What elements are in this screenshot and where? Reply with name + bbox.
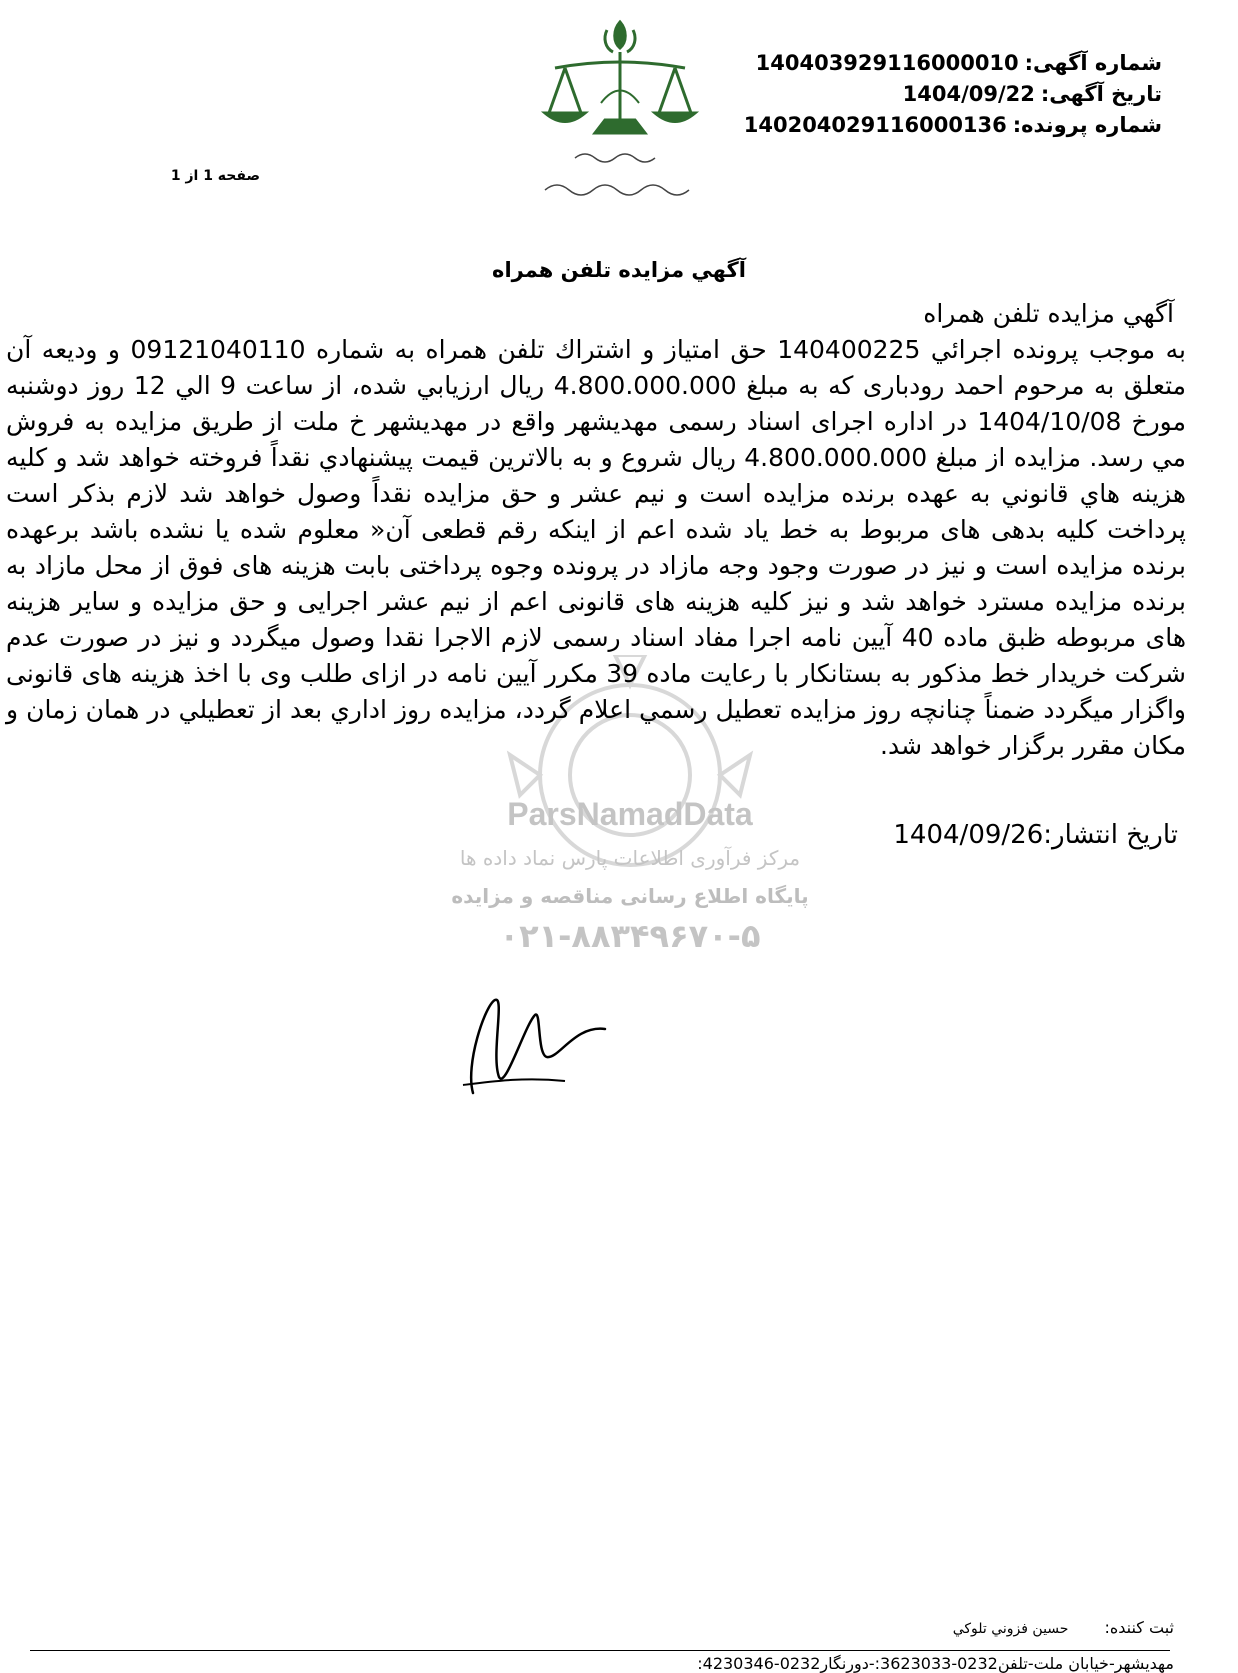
watermark-phone: ۰۲۱-۸۸۳۴۹۶۷۰-۵ bbox=[499, 917, 761, 955]
ad-subtitle: آگهي مزايده تلفن همراه bbox=[923, 299, 1174, 328]
file-number-row bbox=[742, 110, 1162, 141]
page-number: صفحه 1 از 1 bbox=[170, 168, 260, 184]
signature-icon bbox=[455, 985, 615, 1100]
ad-meta bbox=[742, 48, 1162, 141]
ad-number: 140403929116000010 bbox=[755, 51, 1019, 75]
ad-date-row bbox=[742, 79, 1162, 110]
file-number: 140204029116000136 bbox=[743, 113, 1007, 137]
ad-number-row bbox=[742, 48, 1162, 79]
ad-date-label: تاریخ آگهی: bbox=[1040, 82, 1162, 106]
watermark-brand: ParsNamadData bbox=[507, 796, 753, 832]
publish-date-row bbox=[893, 820, 1178, 850]
registrar-label: ثبت كننده: bbox=[1104, 1618, 1174, 1637]
ad-paragraph: به موجب پرونده اجرائي 140400225 حق امتياز و اشتراك تلفن همراه به شماره 09121040110 و وديعه آن متعلق به مرحوم احمد رودباری که به مبلغ 4.800.000.000 ريال ارزيابي شده، از ساعت 9 الي 12 روز دوشنبه مورخ 1404/10/08 در اداره اجرای اسناد رسمی مهدیشهر واقع در مهدیشهر خ ملت از طريق مزايده به فروش مي رسد. مزايده از مبلغ 4.800.000.000 ريال شروع و به بالاترين قيمت پيشنهادي نقداً فروخته خواهد شد و كليه هزينه هاي قانوني به عهده برنده مزايده است و نيم عشر و حق مزايده نقداً وصول خواهد شد لازم بذكر است پرداخت کلیه بدهی های مربوط به خط یاد شده اعم از اینکه رقم قطعی آن« معلوم شده یا نشده باشد برعهده برنده مزایده است و نیز در صورت وجود وجه مازاد در پرونده وجوه پرداختی بابت هزینه های فوق از محل مازاد به برنده مزایده مسترد خواهد شد و نیز کلیه هزینه های قانونی اعم از نیم عشر اجرایی و حق مزایده و سایر هزینه های مربوطه ظبق ماده 40 آیین نامه اجرا مفاد اسناد رسمی لازم الاجرا نقدا وصول میگردد و نیز در صورت عدم شرکت خریدار خط مذکور به بستانکار با رعایت ماده 39 مکرر آیین نامه در ازای طلب وی با اخذ هزینه های قانونی واگزار میگردد ضمناً چنانچه روز مزايده تعطيل رسمي اعلام گردد، مزايده روز اداري بعد از تعطيلي در همان زمان و مكان مقرر برگزار خواهد شد. bbox=[6, 335, 1187, 760]
watermark-line-1: مرکز فرآوری اطلاعات پارس نماد داده ها bbox=[459, 846, 801, 870]
footer-contact: مهديشهر-خيابان ملت-تلفن0232-3623033:-دورنگار0232-4230346: bbox=[697, 1654, 1174, 1673]
watermark-line-2: پایگاه اطلاع رسانی مناقصه و مزایده bbox=[451, 884, 809, 908]
ad-body bbox=[6, 296, 1186, 764]
registrar-name: حسين فزوني تلوكي bbox=[952, 1621, 1069, 1637]
footer-divider bbox=[30, 1650, 1170, 1651]
file-number-label: شماره پرونده: bbox=[1012, 113, 1162, 137]
page-title: آگهي مزايده تلفن همراه bbox=[492, 258, 746, 282]
ad-date: 1404/09/22 bbox=[902, 82, 1035, 106]
judiciary-emblem-icon bbox=[535, 8, 705, 208]
publish-label: تاريخ انتشار: bbox=[1043, 820, 1178, 850]
ad-number-label: شماره آگهی: bbox=[1024, 51, 1162, 75]
registrar-row bbox=[953, 1618, 1174, 1637]
publish-date: 1404/09/26 bbox=[893, 820, 1044, 850]
